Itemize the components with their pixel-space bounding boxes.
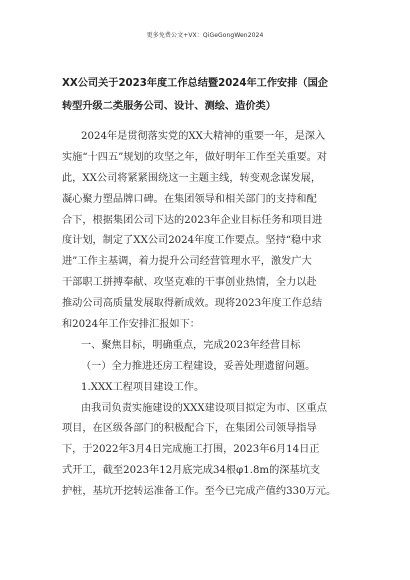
body-line: 进”工作主基调，着力提升公司经营管理水平，激发广大 <box>62 256 312 268</box>
body-line: 式开工，截至2023年12月底完成34根φ1.8m的深基坑支 <box>62 465 321 477</box>
document-body <box>0 127 410 503</box>
section-heading: 一、聚焦目标，明确重点，完成2023年经营目标 <box>81 339 301 351</box>
header-note: 更多免费公文+VX：QiGeGongWen2024 <box>146 32 264 39</box>
title-line-1: XX公司关于2023年度工作总结暨2024年工作安排（国企 <box>62 78 328 89</box>
body-line: 和2024年工作安排汇报如下： <box>62 319 200 331</box>
body-line: 干部职工拼搏奉献、攻坚克难的干事创业热情，全力以赴 <box>62 277 317 289</box>
body-line: 护桩，基坑开挖转运准备工作。至今已完成产值约330万元。 <box>62 486 337 498</box>
subsection-heading: （一）全力推进还房工程建设，妥善处理遗留问题。 <box>81 360 316 372</box>
body-line: 合下，根据集团公司下达的2023年企业目标任务和项目进 <box>62 214 323 226</box>
item-heading: 1.XXX工程项目建设工作。 <box>81 381 205 393</box>
document-title <box>62 72 362 118</box>
body-line: 凝心聚力塑品牌口碑。在集团领导和相关部门的支持和配 <box>62 193 317 205</box>
body-line: 2024年是贯彻落实党的XX大精神的重要一年，是深入 <box>81 131 326 142</box>
title-line-2: 转型升级二类服务公司、设计、测绘、造价类） <box>62 101 276 112</box>
body-line: 度计划，制定了XX公司2024年度工作要点。坚持“稳中求 <box>62 235 322 247</box>
body-line: 推动公司高质量发展取得新成效。现将2023年度工作总结 <box>62 298 323 310</box>
body-line: 由我司负责实施建设的XXX建设项目拟定为市、区重点 <box>81 402 327 414</box>
body-line: 项目，在区级各部门的积极配合下，在集团公司领导指导 <box>62 423 317 435</box>
body-line: 下，于2022年3月4日完成施工打围，2023年6月14日正 <box>62 444 320 456</box>
body-line: 此，XX公司将紧紧围绕这一主题主线，转变观念谋发展， <box>62 172 322 184</box>
body-line: 实施“十四五”规划的攻坚之年，做好明年工作至关重要。对 <box>62 151 328 163</box>
